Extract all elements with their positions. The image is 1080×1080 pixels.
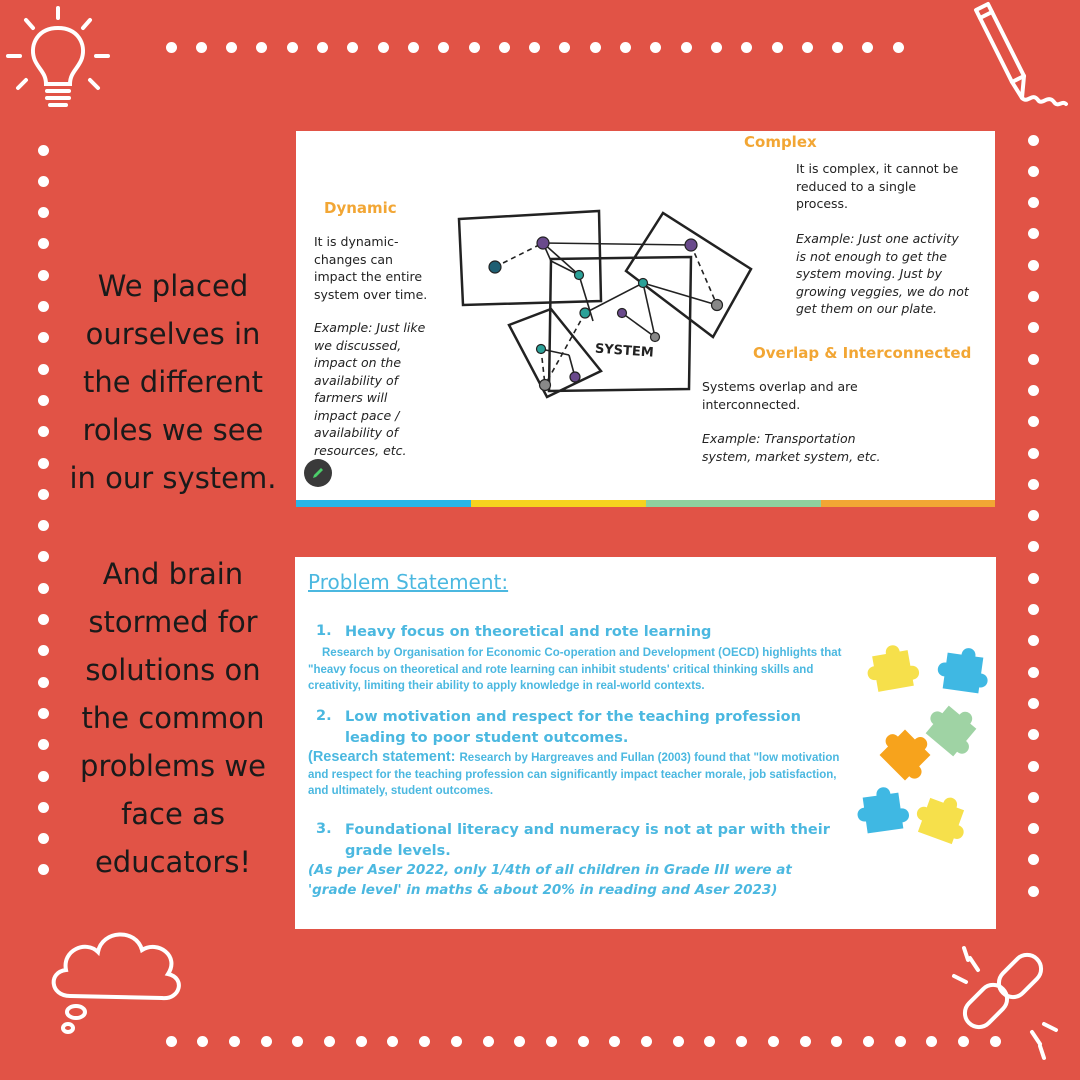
border-dot	[287, 42, 298, 53]
border-dot	[38, 771, 49, 782]
border-dot	[1028, 667, 1039, 678]
border-dot	[38, 864, 49, 875]
border-dot	[38, 238, 49, 249]
item-3-heading: Foundational literacy and numeracy is not at par with their grade levels.	[345, 822, 830, 859]
border-dot	[1028, 385, 1039, 396]
border-dot	[1028, 479, 1039, 490]
border-dot	[292, 1036, 303, 1047]
border-dot	[609, 1036, 620, 1047]
border-dot	[483, 1036, 494, 1047]
system-diagram	[451, 209, 771, 429]
overlap-heading: Overlap & Interconnected	[753, 344, 972, 362]
border-dot	[317, 42, 328, 53]
item-2-body-text: Research by Hargreaves and Fullan (2003) found that "low motivation and respect for the teaching profession can significantly impact teacher morale, job satisfaction, and ultimately, student outcomes.	[308, 752, 840, 797]
border-dot	[38, 332, 49, 343]
border-dot	[499, 42, 510, 53]
border-dot	[378, 42, 389, 53]
border-dot	[711, 42, 722, 53]
border-dot	[1028, 854, 1039, 865]
border-dot	[641, 1036, 652, 1047]
border-dot	[578, 1036, 589, 1047]
border-dot	[229, 1036, 240, 1047]
item-1-number: 1.	[316, 623, 332, 639]
border-dot	[166, 42, 177, 53]
lightbulb-icon	[2, 2, 112, 114]
border-dot	[469, 42, 480, 53]
border-dot	[38, 739, 49, 750]
border-dot	[38, 145, 49, 156]
border-dot	[38, 489, 49, 500]
complex-example: Example: Just one activity is not enough to get the system moving. Just by growing veggies, we do not get them on our plate.	[796, 231, 969, 316]
border-dot	[590, 42, 601, 53]
border-dot	[1028, 354, 1039, 365]
item-3-number: 3.	[316, 821, 332, 837]
border-dot	[736, 1036, 747, 1047]
border-dot	[38, 270, 49, 281]
border-dot	[356, 1036, 367, 1047]
border-dot	[893, 42, 904, 53]
border-dot	[38, 207, 49, 218]
border-dot	[419, 1036, 430, 1047]
border-dot	[196, 42, 207, 53]
item-2-body-lead: (Research statement:	[308, 749, 460, 765]
border-dot	[38, 583, 49, 594]
border-dot	[387, 1036, 398, 1047]
border-dot	[514, 1036, 525, 1047]
border-dot	[1028, 573, 1039, 584]
border-dot	[529, 42, 540, 53]
border-dot	[226, 42, 237, 53]
border-dot	[673, 1036, 684, 1047]
border-dot	[559, 42, 570, 53]
border-dot	[38, 708, 49, 719]
item-1-heading: Heavy focus on theoretical and rote learning	[345, 624, 712, 640]
border-dot	[1028, 729, 1039, 740]
dynamic-example: Example: Just like we discussed, impact on the availability of farmers will impact pace / availability of resources, etc.	[314, 320, 426, 458]
border-dot	[38, 364, 49, 375]
border-dot	[768, 1036, 779, 1047]
border-dot	[832, 42, 843, 53]
border-dot	[324, 1036, 335, 1047]
border-dot	[1028, 260, 1039, 271]
border-dot	[438, 42, 449, 53]
border-dot	[256, 42, 267, 53]
border-dot	[1028, 322, 1039, 333]
border-dot	[1028, 228, 1039, 239]
border-dot	[800, 1036, 811, 1047]
border-dot	[38, 458, 49, 469]
border-dot	[681, 42, 692, 53]
system-label: SYSTEM	[594, 341, 655, 361]
stripe-orange	[821, 500, 995, 507]
border-dot	[620, 42, 631, 53]
border-dot	[1028, 510, 1039, 521]
stripe-blue	[296, 500, 471, 507]
border-dot	[704, 1036, 715, 1047]
problem-statement-title: Problem Statement:	[308, 570, 509, 594]
border-dot	[741, 42, 752, 53]
border-dot	[451, 1036, 462, 1047]
border-dot	[863, 1036, 874, 1047]
border-dot	[772, 42, 783, 53]
dynamic-description: It is dynamic- changes can impact the entire system over time.	[314, 234, 428, 302]
stripe-green	[646, 500, 821, 507]
puzzle-pieces-image	[855, 637, 995, 857]
border-dot	[1028, 792, 1039, 803]
border-dot	[831, 1036, 842, 1047]
border-dot	[926, 1036, 937, 1047]
border-dot	[38, 614, 49, 625]
item-2-body	[308, 749, 853, 800]
chain-link-icon	[940, 940, 1070, 1070]
border-dot	[1028, 604, 1039, 615]
border-dot	[38, 176, 49, 187]
item-2-number: 2.	[316, 708, 332, 724]
border-dot	[1028, 541, 1039, 552]
border-dot	[38, 301, 49, 312]
item-3-note: (As per Aser 2022, only 1/4th of all children in Grade III were at 'grade level' in maths & about 20% in reading and Aser 2023)	[308, 862, 792, 898]
pencil-icon	[962, 0, 1072, 122]
border-dot	[1028, 635, 1039, 646]
border-dot	[1028, 448, 1039, 459]
border-dot	[38, 551, 49, 562]
border-dot	[1028, 416, 1039, 427]
border-dot	[38, 520, 49, 531]
border-dot	[1028, 291, 1039, 302]
border-dot	[38, 833, 49, 844]
pen-tool-button[interactable]	[304, 459, 332, 487]
complex-heading: Complex	[744, 133, 817, 151]
border-dot	[347, 42, 358, 53]
border-dot	[1028, 166, 1039, 177]
border-dot	[895, 1036, 906, 1047]
brainstorm-paragraph: And brain stormed for solutions on the common problems we face as educators!	[80, 557, 266, 879]
border-dot	[408, 42, 419, 53]
stripe-yellow	[471, 500, 646, 507]
item-1-body: Research by Organisation for Economic Co-operation and Development (OECD) highlights that "heavy focus on theoretical and rote learning can inhibit students' critical thinking skills and creativity, limiting their ability to apply knowledge in real-world contexts.	[308, 647, 842, 692]
overlap-example: Example: Transportation system, market system, etc.	[702, 431, 881, 464]
system-characteristics-slide	[296, 131, 995, 507]
border-dot	[38, 426, 49, 437]
overlap-description: Systems overlap and are interconnected.	[702, 379, 858, 412]
border-dot	[650, 42, 661, 53]
pencil-icon	[311, 466, 325, 480]
problem-statement-slide	[295, 557, 996, 929]
border-dot	[38, 677, 49, 688]
complex-description: It is complex, it cannot be reduced to a single process.	[796, 161, 959, 211]
border-dot	[1028, 823, 1039, 834]
border-dot	[38, 395, 49, 406]
border-dot	[862, 42, 873, 53]
border-dot	[802, 42, 813, 53]
border-dot	[261, 1036, 272, 1047]
border-dot	[1028, 886, 1039, 897]
border-dot	[38, 645, 49, 656]
border-dot	[1028, 761, 1039, 772]
dynamic-heading: Dynamic	[324, 199, 397, 217]
border-dot	[38, 802, 49, 813]
item-2-heading: Low motivation and respect for the teaching profession leading to poor student outcomes.	[345, 709, 801, 746]
border-dot	[546, 1036, 557, 1047]
border-dot	[1028, 698, 1039, 709]
border-dot	[1028, 135, 1039, 146]
intro-paragraph: We placed ourselves in the different roles we see in our system.	[69, 269, 277, 495]
border-dot	[1028, 197, 1039, 208]
cloud-icon	[40, 900, 200, 1040]
